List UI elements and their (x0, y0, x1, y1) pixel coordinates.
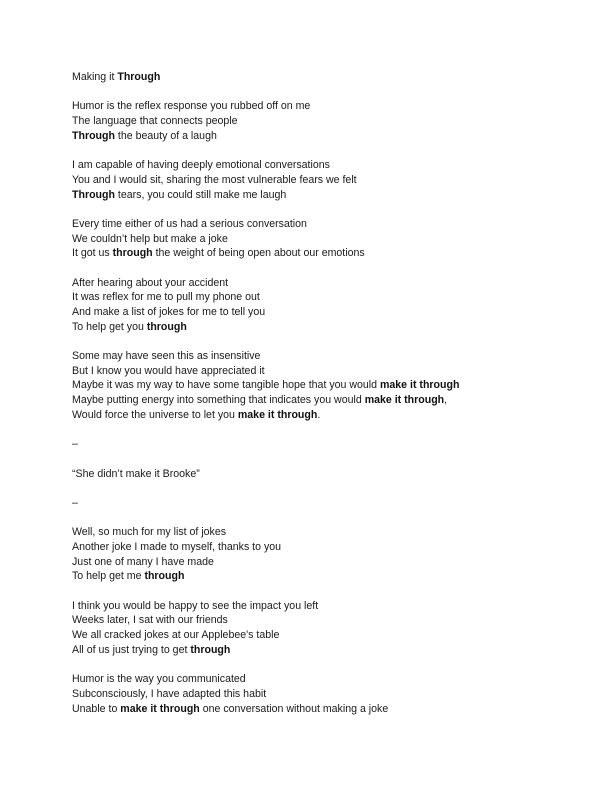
poem-title-bold: Through (117, 71, 161, 83)
poem-line (72, 628, 542, 643)
stanza (72, 349, 542, 422)
stanza-gap (72, 481, 542, 496)
bold-phrase: make it through (237, 408, 318, 421)
line-text: To help get me (72, 570, 145, 583)
line-text: Well, so much for my list of jokes (72, 526, 227, 539)
stanza (72, 672, 542, 716)
line-text: the beauty of a laugh (114, 129, 217, 142)
poem-line (72, 540, 542, 555)
line-text: Just one of many I have made (72, 555, 214, 568)
line-text: And make a list of jokes for me to tell you (72, 306, 266, 318)
poem-line (72, 378, 542, 393)
stanza-gap (72, 584, 542, 599)
poem-line (72, 525, 542, 540)
poem-line (72, 246, 542, 261)
bold-phrase: through (112, 247, 153, 260)
line-text: After hearing about your accident (72, 276, 229, 289)
stanza-gap (72, 334, 542, 349)
line-text: , (444, 394, 448, 407)
stanza (72, 99, 542, 143)
poem-line (72, 569, 542, 584)
stanza-gap (72, 452, 542, 467)
line-text: Humor is the way you communicated (72, 673, 246, 686)
bold-phrase: make it through (364, 394, 445, 407)
stanza-gap (72, 202, 542, 217)
poem-line (72, 613, 542, 628)
poem-line (72, 496, 542, 511)
poem-line (72, 408, 542, 423)
line-text: Maybe it was my way to have some tangible hope that you would (72, 379, 380, 392)
poem-line (72, 702, 542, 717)
bold-phrase: through (144, 570, 185, 583)
line-text: Maybe putting energy into something that indicates you would (72, 394, 365, 407)
stanza-gap (72, 85, 542, 100)
line-text: Every time either of us had a serious conversation (72, 217, 307, 230)
poem-line (72, 99, 542, 114)
poem-line (72, 290, 542, 305)
poem-title-text: Making it (72, 71, 118, 83)
poem-title (72, 70, 542, 85)
line-text: We all cracked jokes at our Applebee's table (72, 629, 280, 642)
poem-body (72, 70, 542, 716)
stanza-gap (72, 261, 542, 276)
poem-line (72, 305, 542, 320)
line-text: It was reflex for me to pull my phone out (72, 291, 260, 304)
poem-line (72, 643, 542, 658)
line-text: Unable to (72, 702, 121, 715)
line-text: – (72, 496, 78, 509)
line-text: But I know you would have appreciated it (72, 364, 265, 377)
stanza (72, 158, 542, 202)
stanza (72, 599, 542, 658)
line-text: Humor is the reflex response you rubbed off on me (72, 100, 311, 113)
line-text: Another joke I made to myself, thanks to you (72, 541, 282, 553)
poem-line (72, 687, 542, 702)
poem-line (72, 599, 542, 614)
poem-line (72, 173, 542, 188)
line-text: tears, you could still make me laugh (114, 188, 287, 201)
poem-line (72, 393, 542, 408)
bold-phrase: make it through (379, 379, 460, 392)
line-text: the weight of being open about our emotions (152, 247, 365, 260)
stanza (72, 276, 542, 335)
line-text: “She didn’t make it Brooke” (72, 467, 200, 480)
poem-line (72, 672, 542, 687)
stanza-gap (72, 423, 542, 438)
stanza (72, 437, 542, 452)
line-text: I am capable of having deeply emotional conversations (72, 159, 330, 172)
line-text: I think you would be happy to see the impact you left (72, 599, 319, 612)
line-text: Subconsciously, I have adapted this habit (72, 687, 267, 700)
line-text: All of us just trying to get (72, 643, 191, 656)
line-text: We couldn’t help but make a joke (72, 232, 228, 245)
line-text: The language that connects people (72, 115, 238, 128)
poem-line (72, 158, 542, 173)
stanza (72, 217, 542, 261)
stanza (72, 496, 542, 511)
poem-line (72, 555, 542, 570)
line-text: It got us (72, 247, 113, 260)
bold-phrase: make it through (120, 702, 200, 715)
poem-line (72, 467, 542, 482)
line-text: You and I would sit, sharing the most vulnerable fears we felt (72, 173, 357, 186)
stanza (72, 467, 542, 482)
line-text: Some may have seen this as insensitive (72, 350, 261, 363)
poem-line (72, 232, 542, 247)
poem-line (72, 320, 542, 335)
bold-phrase: Through (72, 129, 115, 142)
poem-line (72, 349, 542, 364)
bold-phrase: through (146, 320, 187, 333)
poem-line (72, 364, 542, 379)
stanza (72, 525, 542, 584)
line-text: Would force the universe to let you (72, 408, 238, 421)
line-text: To help get you (72, 320, 147, 333)
poem-line (72, 129, 542, 144)
poem-line (72, 437, 542, 452)
line-text: one conversation without making a joke (199, 702, 389, 715)
line-text: . (317, 408, 321, 421)
line-text: – (72, 438, 78, 451)
stanza-gap (72, 658, 542, 673)
bold-phrase: Through (72, 188, 115, 201)
stanza-gap (72, 143, 542, 158)
poem-line (72, 276, 542, 291)
stanza-gap (72, 511, 542, 526)
poem-line (72, 114, 542, 129)
poem-line (72, 188, 542, 203)
line-text: Weeks later, I sat with our friends (72, 614, 228, 627)
poem-line (72, 217, 542, 232)
bold-phrase: through (190, 643, 231, 656)
